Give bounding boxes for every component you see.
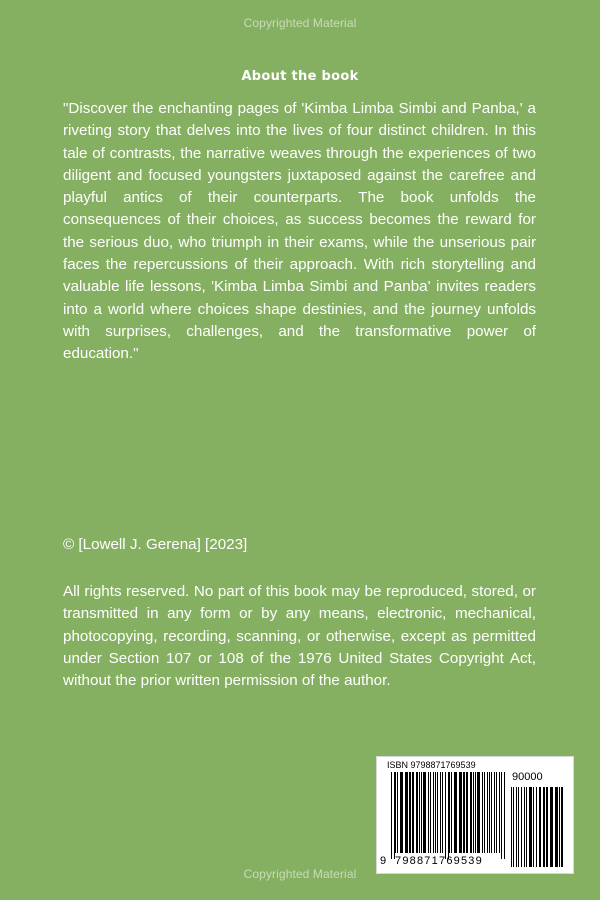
barcode-left-digits: 798871 (395, 855, 439, 867)
barcode-right-digits: 769539 (439, 855, 483, 867)
about-heading: About the book (241, 69, 359, 84)
isbn-label: ISBN 9798871769539 (387, 760, 476, 770)
book-blurb: "Discover the enchanting pages of 'Kimba Limba Simbi and Panba,' a riveting story that delves into the lives of four distinct children. In this tale of contrasts, the narrative weaves through the experiences of two diligent and focused youngsters juxtaposed against the carefree and playful antics of their counterparts. The book unfolds the consequences of their choices, as success becomes the reward for the serious duo, who triumph in their exams, while the unserious pair faces the repercussions of their approach. With rich storytelling and valuable life lessons, 'Kimba Limba Simbi and Panba' invites readers into a world where choices shape destinies, and the journey unfolds with surprises, challenges, and the transformative power of education." (63, 100, 536, 363)
watermark-top: Copyrighted Material (243, 16, 357, 30)
rights-statement: All rights reserved. No part of this book may be reproduced, stored, or transmitted in any form or by any means, electronic, mechanical, photocopying, recording, scanning, or otherwise, except as permitted under Section 107 or 108 of the 1976 United States Copyright Act, without the prior written permission of the author. (63, 583, 536, 690)
copyright-notice: © [Lowell J. Gerena] [2023] (63, 536, 248, 553)
barcode-lead-digit: 9 (380, 855, 388, 867)
watermark-bottom: Copyrighted Material (243, 867, 357, 881)
isbn-barcode-box (376, 756, 574, 874)
price-code: 90000 (512, 771, 543, 783)
